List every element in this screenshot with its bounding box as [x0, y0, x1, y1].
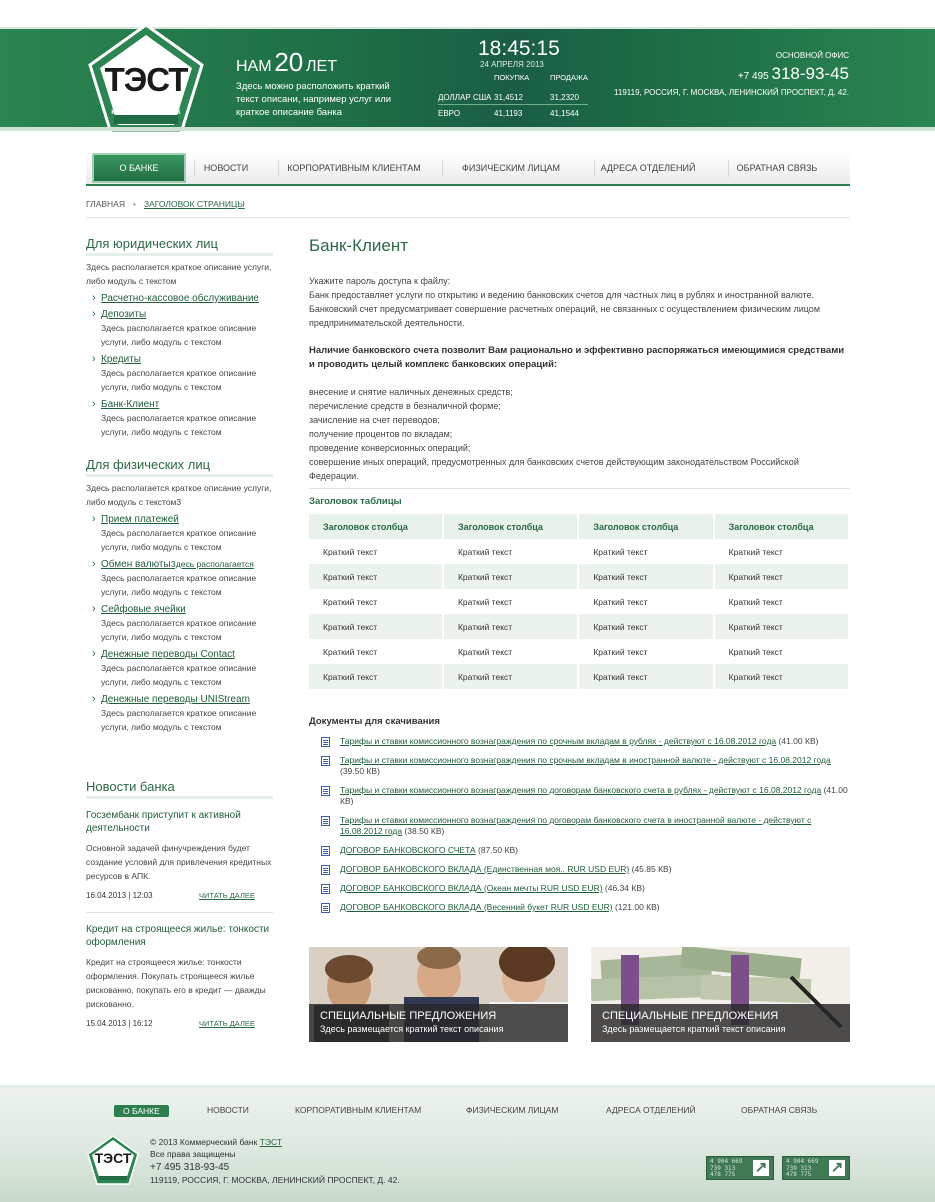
rates-sell-header: ПРОДАЖА — [550, 73, 588, 82]
sidebar-item-desc: Здесь располагается краткое описание услуги, либо модуль с текстом — [101, 618, 257, 642]
breadcrumb — [86, 199, 245, 209]
rate-sell: 31,2320 — [550, 93, 579, 102]
counter-numbers — [786, 1159, 819, 1179]
nav-personal[interactable]: ФИЗИЧЕСКИМ ЛИЦАМ — [462, 163, 560, 173]
promo-card-money[interactable] — [591, 947, 850, 1042]
document-link[interactable]: ДОГОВОР БАНКОВСКОГО ВКЛАДА (Океан мечты RUR USD EUR) — [340, 883, 603, 893]
nav-corporate[interactable]: КОРПОРАТИВНЫМ КЛИЕНТАМ — [287, 163, 421, 173]
nav-separator — [728, 160, 729, 177]
sidebar-item — [86, 604, 273, 644]
sidebar-link-safes[interactable]: Сейфовые ячейки — [101, 604, 186, 615]
document-item — [309, 815, 850, 837]
sidebar-item — [86, 309, 273, 349]
main-content — [309, 236, 850, 483]
table-cell: Краткий текст — [443, 564, 578, 589]
document-size: (39.50 КВ) — [340, 766, 380, 776]
document-link[interactable]: Тарифы и ставки комиссионного вознаграждения по договорам банковского счета в рублях - действуют с 16.08.2012 года — [340, 785, 822, 795]
table-cell: Краткий текст — [578, 614, 713, 639]
footer-address: 119119, РОССИЯ, Г. МОСКВА, ЛЕНИНСКИЙ ПРОСПЕКТ, Д. 42. — [150, 1175, 400, 1185]
bank-logo[interactable] — [86, 21, 206, 141]
sidebar-link-deposits[interactable]: Депозиты — [101, 309, 147, 320]
footer-nav-corporate[interactable]: КОРПОРАТИВНЫМ КЛИЕНТАМ — [295, 1105, 422, 1115]
operation-item: проведение конверсионных операций; — [309, 443, 471, 453]
document-link[interactable]: ДОГОВОР БАНКОВСКОГО ВКЛАДА (Единственная моя.. RUR USD EUR) — [340, 864, 630, 874]
nav-branches[interactable]: АДРЕСА ОТДЕЛЕНИЙ — [600, 163, 696, 173]
footer-bank-link[interactable]: ТЭСТ — [259, 1137, 283, 1147]
header — [0, 27, 935, 127]
sidebar-item — [86, 649, 273, 689]
counter-number: 4 904 669 — [786, 1158, 819, 1165]
document-icon — [321, 816, 330, 826]
table-cell: Краткий текст — [309, 539, 443, 564]
sidebar-item-desc: Здесь располагается краткое описание услуги, либо модуль с текстом — [101, 573, 257, 597]
promo-title: СПЕЦИАЛЬНЫЕ ПРЕДЛОЖЕНИЯ — [320, 1010, 497, 1022]
document-link[interactable]: Тарифы и ставки комиссионного вознаграждения по срочным вкладам в рублях - действуют с 16.08.2012 года — [340, 736, 777, 746]
footer-info — [150, 1136, 400, 1186]
rates-buy-header: ПОКУПКА — [494, 73, 530, 82]
logo-subtitle: КОММЕРЧЕСКИЙ БАНК — [111, 110, 181, 116]
table-cell: Краткий текст — [309, 664, 443, 689]
nav-separator — [594, 160, 595, 177]
document-icon — [321, 786, 330, 796]
table-cell: Краткий текст — [443, 614, 578, 639]
document-link[interactable]: ДОГОВОР БАНКОВСКОГО ВКЛАДА (Весенний букет RUR USD EUR) — [340, 902, 613, 912]
nav-about[interactable]: О БАНКЕ — [92, 153, 186, 183]
operation-item: внесение и снятие наличных денежных средств; — [309, 387, 513, 397]
footer-logo[interactable] — [86, 1134, 140, 1186]
nav-separator — [442, 160, 443, 177]
read-more-link[interactable]: ЧИТАТЬ ДАЛЕЕ — [199, 1019, 255, 1028]
table-cell: Краткий текст — [443, 664, 578, 689]
table-cell: Краткий текст — [443, 539, 578, 564]
intro-line: Укажите пароль доступа к файлу: — [309, 276, 451, 286]
sidebar-item — [86, 293, 273, 304]
copyright-text: © 2013 Коммерческий банк — [150, 1137, 258, 1147]
sidebar-personal-desc: Здесь располагается краткое описание услуги, либо модуль с текстом3 — [86, 483, 272, 507]
rate-buy: 31,4512 — [494, 93, 523, 102]
table-cell: Краткий текст — [714, 564, 849, 589]
table-row — [309, 589, 849, 614]
sidebar-item-desc: Здесь располагается краткое описание услуги, либо модуль с текстом — [101, 708, 257, 732]
table-header: Заголовок столбца — [578, 514, 713, 539]
sidebar-item-desc: Здесь располагается краткое описание услуги, либо модуль с текстом — [101, 368, 257, 392]
news-item-date: 16.04.2013 | 12:03 — [86, 891, 153, 900]
sidebar-link-contact[interactable]: Денежные переводы Contact — [101, 649, 235, 660]
news-block — [86, 779, 273, 1033]
news-item-meta — [86, 891, 273, 905]
office-label: ОСНОВНОЙ ОФИС — [775, 51, 849, 60]
promo-card-people[interactable] — [309, 947, 568, 1042]
footer-nav-news[interactable]: НОВОСТИ — [207, 1105, 249, 1115]
counter-number: 478 775 — [710, 1171, 736, 1178]
table-header: Заголовок столбца — [714, 514, 849, 539]
divider — [86, 217, 850, 218]
operation-item: зачисление на счет переводов; — [309, 415, 440, 425]
sidebar-item-desc: Здесь располагается краткое описание услуги, либо модуль с текстом — [101, 323, 257, 347]
rate-currency: ДОЛЛАР США — [438, 93, 492, 102]
table-row — [309, 564, 849, 589]
table-title: Заголовок таблицы — [309, 496, 402, 507]
news-item-title[interactable]: Госзембанк приступит к активной деятельности — [86, 810, 241, 834]
anniv-number: 20 — [274, 47, 304, 77]
footer-copyright — [150, 1136, 400, 1148]
operation-item: получение процентов по вкладам; — [309, 429, 453, 439]
sidebar — [86, 236, 273, 739]
footer-nav-feedback[interactable]: ОБРАТНАЯ СВЯЗЬ — [741, 1105, 818, 1115]
table-cell: Краткий текст — [714, 614, 849, 639]
document-item — [309, 785, 850, 807]
document-item — [309, 755, 850, 777]
document-size: (46.34 КВ) — [604, 883, 645, 893]
document-icon — [321, 737, 330, 747]
document-size: (87.50 КВ) — [478, 845, 518, 855]
footer — [0, 1085, 935, 1202]
visit-counter[interactable] — [782, 1156, 850, 1180]
table-cell: Краткий текст — [714, 639, 849, 664]
rate-buy: 41,1193 — [494, 109, 523, 118]
news-title: Новости банка — [86, 779, 273, 799]
promo-caption — [591, 1004, 850, 1042]
sidebar-item — [86, 694, 273, 734]
document-size: (38.50 КВ) — [404, 826, 445, 836]
table-header: Заголовок столбца — [443, 514, 578, 539]
table-header-row — [309, 514, 849, 539]
document-item — [309, 883, 850, 894]
sidebar-item-desc: Здесь располагается краткое описание услуги, либо модуль с текстом — [101, 413, 257, 437]
clock-date: 24 АПРЕЛЯ 2013 — [480, 60, 544, 69]
anniv-suffix: ЛЕТ — [306, 58, 337, 75]
document-size: (45.85 КВ) — [631, 864, 672, 874]
sidebar-legal-title: Для юридических лиц — [86, 236, 273, 256]
counter-number: 739 313 — [786, 1164, 812, 1172]
table-cell: Краткий текст — [309, 564, 443, 589]
table-header: Заголовок столбца — [309, 514, 443, 539]
clock-time: 18:45:15 — [478, 37, 560, 60]
table-cell: Краткий текст — [714, 664, 849, 689]
arrow-icon — [829, 1160, 845, 1176]
breadcrumb-separator: • — [133, 199, 136, 209]
arrow-icon — [753, 1160, 769, 1176]
sidebar-link-payments[interactable]: Прием платежей — [101, 514, 179, 525]
promo-caption — [309, 1004, 568, 1042]
anniv-description: Здесь можно расположить краткий текст описани, например услуг или краткое описание банка — [236, 81, 392, 118]
table-cell: Краткий текст — [578, 664, 713, 689]
news-item-desc: Кредит на строящееся жилье: тонкости оформления. Покупать строящееся жилье рискованно, покупать его в кредит — дважды рискованно. — [86, 957, 266, 1009]
footer-logo-text: ТЭСТ — [94, 1150, 132, 1166]
sidebar-legal-list — [86, 293, 273, 439]
table-cell: Краткий текст — [309, 639, 443, 664]
table-cell: Краткий текст — [714, 589, 849, 614]
nav-separator — [278, 160, 279, 177]
sidebar-item-desc: Здесь располагается краткое описание услуги, либо модуль с текстом — [101, 663, 257, 687]
table-cell: Краткий текст — [309, 614, 443, 639]
divider — [309, 488, 850, 489]
sidebar-item — [86, 514, 273, 554]
table-cell: Краткий текст — [578, 589, 713, 614]
news-item-meta — [86, 1019, 273, 1033]
phone-code: +7 495 — [737, 71, 769, 82]
intro-paragraph: Банк предоставляет услуги по открытию и ведению банковских счетов для частных лиц в рублях и иностранной валюте. Банковский счет предусматривает совершение расчетных операций, не связанных с осуществлением физическим лицом предпринимательской деятельности. — [309, 290, 821, 328]
rate-currency: ЕВРО — [438, 109, 461, 118]
promo-desc: Здесь размещается краткий текст описания — [602, 1024, 786, 1034]
sidebar-legal-desc: Здесь располагается краткое описание услуги, либо модуль с текстом — [86, 262, 272, 286]
document-icon — [321, 865, 330, 875]
table-cell: Краткий текст — [309, 589, 443, 614]
document-icon — [321, 884, 330, 894]
breadcrumb-home[interactable]: ГЛАВНАЯ — [86, 199, 125, 209]
news-item-desc: Основной задачей финучреждения будет создание условий для привлечения кредитных ресурсов в АПК. — [86, 843, 272, 881]
document-size: (41.00 КВ) — [778, 736, 819, 746]
table-cell: Краткий текст — [578, 639, 713, 664]
documents-block — [309, 716, 850, 913]
sidebar-personal-title: Для физических лиц — [86, 457, 273, 477]
footer-nav-branches[interactable]: АДРЕСА ОТДЕЛЕНИЙ — [606, 1105, 696, 1115]
table-cell: Краткий текст — [578, 564, 713, 589]
nav-separator — [194, 160, 195, 177]
document-size: (121.00 КВ) — [614, 902, 660, 912]
sidebar-personal-list — [86, 514, 273, 734]
sidebar-link-exchange-extra[interactable]: Здесь располагается — [170, 559, 254, 569]
table-row — [309, 639, 849, 664]
sidebar-item — [86, 354, 273, 394]
counter-number: 4 904 669 — [710, 1158, 743, 1165]
counter-number: 478 775 — [786, 1171, 812, 1178]
documents-title: Документы для скачивания — [309, 716, 440, 727]
table-cell: Краткий текст — [714, 539, 849, 564]
page-title: Банк-Клиент — [309, 236, 409, 255]
footer-rights: Все права защищены — [150, 1149, 236, 1159]
operations-list — [309, 385, 850, 483]
document-link[interactable]: ДОГОВОР БАНКОВСКОГО СЧЕТА — [340, 845, 476, 855]
table-row — [309, 664, 849, 689]
anniv-prefix: НАМ — [236, 58, 272, 75]
nav-news[interactable]: НОВОСТИ — [203, 163, 249, 173]
sidebar-item-desc: Здесь располагается краткое описание услуги, либо модуль с текстом — [101, 528, 257, 552]
sidebar-link-credits[interactable]: Кредиты — [101, 354, 141, 365]
anniversary — [236, 47, 337, 78]
footer-nav-about[interactable]: О БАНКЕ — [114, 1105, 169, 1117]
logo-text: ТЭСТ — [104, 61, 188, 98]
news-item-date: 15.04.2013 | 16:12 — [86, 1019, 153, 1028]
table-row — [309, 614, 849, 639]
counter-number: 739 313 — [710, 1164, 736, 1172]
operation-item: перечисление средств в безналичной форме; — [309, 401, 501, 411]
news-item-title[interactable]: Кредит на строящееся жилье: тонкости оформления — [86, 924, 270, 948]
document-icon — [321, 846, 330, 856]
sidebar-link-bank-client[interactable]: Банк-Клиент — [101, 399, 160, 410]
document-item — [309, 845, 850, 856]
counter-numbers — [710, 1159, 743, 1179]
data-table — [309, 514, 850, 689]
document-item — [309, 864, 850, 875]
document-link[interactable]: Тарифы и ставки комиссионного вознаграждения по договорам банковского счета в иностранной валюте - действуют с 16.08.2012 года — [340, 815, 812, 836]
sidebar-item — [86, 399, 273, 439]
document-size: (41.00 КВ) — [340, 785, 848, 806]
breadcrumb-current[interactable]: ЗАГОЛОВОК СТРАНИЦЫ — [143, 199, 245, 209]
table-cell: Краткий текст — [578, 539, 713, 564]
office-info — [614, 51, 849, 97]
table-cell: Краткий текст — [443, 589, 578, 614]
nav-feedback[interactable]: ОБРАТНАЯ СВЯЗЬ — [736, 163, 818, 173]
document-link[interactable]: Тарифы и ставки комиссионного вознаграждения по срочным вкладам в иностранной валюте - действуют с 16.08.2012 года — [340, 755, 831, 765]
footer-nav-personal[interactable]: ФИЗИЧЕСКИМ ЛИЦАМ — [466, 1105, 559, 1115]
document-item — [309, 902, 850, 913]
footer-phone: +7 495 318-93-45 — [150, 1162, 230, 1173]
sidebar-link-exchange[interactable]: Обмен валюты — [101, 559, 171, 570]
table-row — [309, 539, 849, 564]
sidebar-link-unistream[interactable]: Денежные переводы UNIStream — [101, 694, 250, 705]
rates-divider — [438, 104, 588, 105]
visit-counter[interactable] — [706, 1156, 774, 1180]
document-icon — [321, 756, 330, 766]
news-divider — [86, 912, 273, 913]
read-more-link[interactable]: ЧИТАТЬ ДАЛЕЕ — [199, 891, 255, 900]
phone-number: 318-93-45 — [771, 64, 849, 83]
office-address: 119119, РОССИЯ, Г. МОСКВА, ЛЕНИНСКИЙ ПРОСПЕКТ, Д. 42. — [614, 88, 849, 97]
promo-desc: Здесь размещается краткий текст описания — [320, 1024, 504, 1034]
sidebar-link-cash[interactable]: Расчетно-кассовое обслуживание — [101, 293, 259, 304]
office-phone[interactable] — [614, 64, 849, 84]
rate-sell: 41,1544 — [550, 109, 579, 118]
operation-item: совершение иных операций, предусмотренных для банковских счетов действующим законодательством Российской Федерации. — [309, 457, 799, 481]
bold-paragraph: Наличие банковского счета позволит Вам рационально и эффективно распоряжаться имеющимися средствами и проводить целый комплекс банковских операций: — [309, 345, 845, 370]
promo-title: СПЕЦИАЛЬНЫЕ ПРЕДЛОЖЕНИЯ — [602, 1010, 779, 1022]
table-cell: Краткий текст — [443, 639, 578, 664]
main-nav — [86, 153, 850, 186]
document-icon — [321, 903, 330, 913]
sidebar-item — [86, 559, 273, 599]
document-item — [309, 736, 850, 747]
